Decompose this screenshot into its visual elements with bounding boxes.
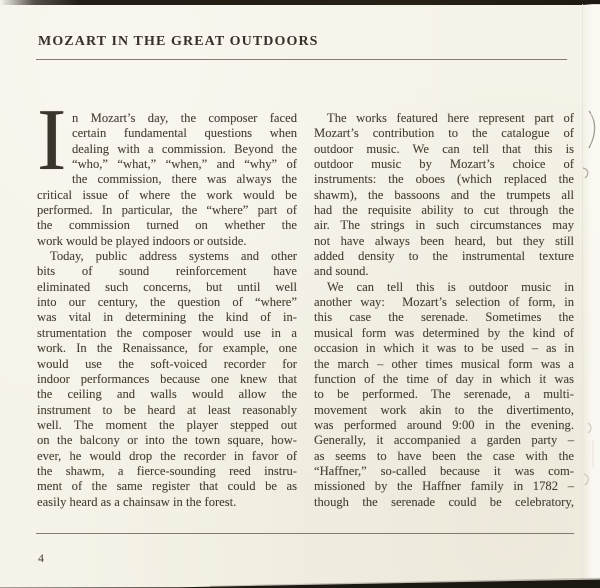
text-line: outdoor music by Mozart’s choice of: [314, 157, 574, 172]
page-number: 4: [38, 551, 44, 565]
text-line: well. The moment the player stepped out: [37, 417, 297, 432]
text-line: ment of the same register that could be as: [37, 479, 297, 494]
text-line: this case the serenade. Sometimes the: [314, 310, 574, 325]
text-line: air. The strings in such circumstances may: [314, 218, 574, 233]
text-line: had the requisite ability to cut through the: [314, 203, 574, 218]
text-line: dealing with a commission. Beyond the: [72, 141, 297, 156]
text-line: musical form was determined by the kind of: [314, 325, 574, 340]
text-line: the commission, there was always the: [72, 172, 297, 187]
text-line: instrument to be heard at least reasonably: [37, 402, 297, 417]
text-line: “who,” “what,” “when,” and “why” of: [72, 157, 297, 172]
text-line: on the balcony or into the town square, how-: [37, 433, 297, 448]
footer-rule: [36, 533, 574, 534]
text-line: function of the time of day in which it was: [314, 371, 574, 386]
text-line: the commission turned on whether the: [37, 218, 297, 233]
text-line: added density to the instrumental texture: [314, 249, 574, 264]
text-line: as seems to have been the case with the: [314, 448, 574, 463]
header-rule: [36, 59, 567, 60]
left-column: [37, 92, 297, 510]
text-line: indoor performances because one knew that: [37, 371, 297, 386]
text-line: instruments: the oboes (which replaced the: [314, 172, 574, 187]
text-line: Today, public address systems and other: [50, 249, 297, 264]
text-line: performed. In particular, the “where” part of: [37, 203, 297, 218]
text-line: the shawm, a fierce-sounding reed instru-: [37, 463, 297, 478]
text-line: n Mozart’s day, the composer faced: [72, 111, 297, 125]
text-line: the march – other times musical form was a: [314, 356, 574, 371]
text-line: was vital in determining the kind of in-: [37, 310, 297, 325]
text-line: We can tell this is outdoor music in: [327, 279, 574, 294]
article-body: [37, 92, 574, 510]
text-line: bits of sound reinforcement have: [37, 264, 297, 279]
text-line: work. In the Renaissance, for example, one: [37, 341, 297, 356]
text-line: and sound.: [314, 264, 369, 279]
text-line: was performed around 9:00 in the evening.: [314, 417, 574, 432]
text-line: ever, he would drop the recorder in favor of: [37, 448, 297, 463]
text-line: easily heard as a chainsaw in the forest.: [37, 494, 237, 509]
text-line: not have always been heard, but they still: [314, 233, 574, 248]
text-line: the ceiling and walls would allow the: [37, 387, 297, 402]
right-column: [314, 111, 574, 510]
page-edge-curl-marks: [570, 0, 600, 588]
text-line: to be performed. The serenade, a multi-: [314, 387, 574, 402]
text-line: movement work akin to the divertimento,: [314, 402, 574, 417]
text-line: occasion in which it was to be used – as in: [314, 341, 574, 356]
text-line: missioned by the Haffner family in 1782 –: [314, 479, 574, 494]
text-line: though the serenade could be celebratory,: [314, 494, 574, 509]
photo-top-edge: [0, 0, 600, 5]
text-line: eliminated such concerns, but until well: [37, 279, 297, 294]
text-line: strumentation the composer would use in a: [37, 325, 297, 340]
text-line: into our century, the question of “where”: [37, 295, 297, 310]
page-title: MOZART IN THE GREAT OUTDOORS: [38, 34, 319, 49]
photo-bottom-edge: [0, 576, 600, 588]
text-line: outdoor music. We can tell that this is: [314, 141, 574, 156]
text-line: shawm), the bassoons and the trumpets all: [314, 187, 574, 202]
text-line: “Haffner,” so-called because it was com-: [314, 463, 574, 478]
text-line: Generally, it accompanied a garden party –: [314, 433, 574, 448]
text-line: certain fundamental questions when: [72, 126, 297, 141]
text-line: another way: Mozart’s selection of form, in: [314, 295, 574, 310]
text-line: The works featured here represent part of: [327, 111, 574, 125]
text-line: critical issue of where the work would be: [37, 187, 297, 202]
text-line: work would be played indoors or outside.: [37, 233, 247, 248]
drop-cap: I: [37, 92, 67, 189]
text-line: would use the soft-voiced recorder for: [37, 356, 297, 371]
text-line: Mozart’s contribution to the catalogue of: [314, 126, 574, 141]
